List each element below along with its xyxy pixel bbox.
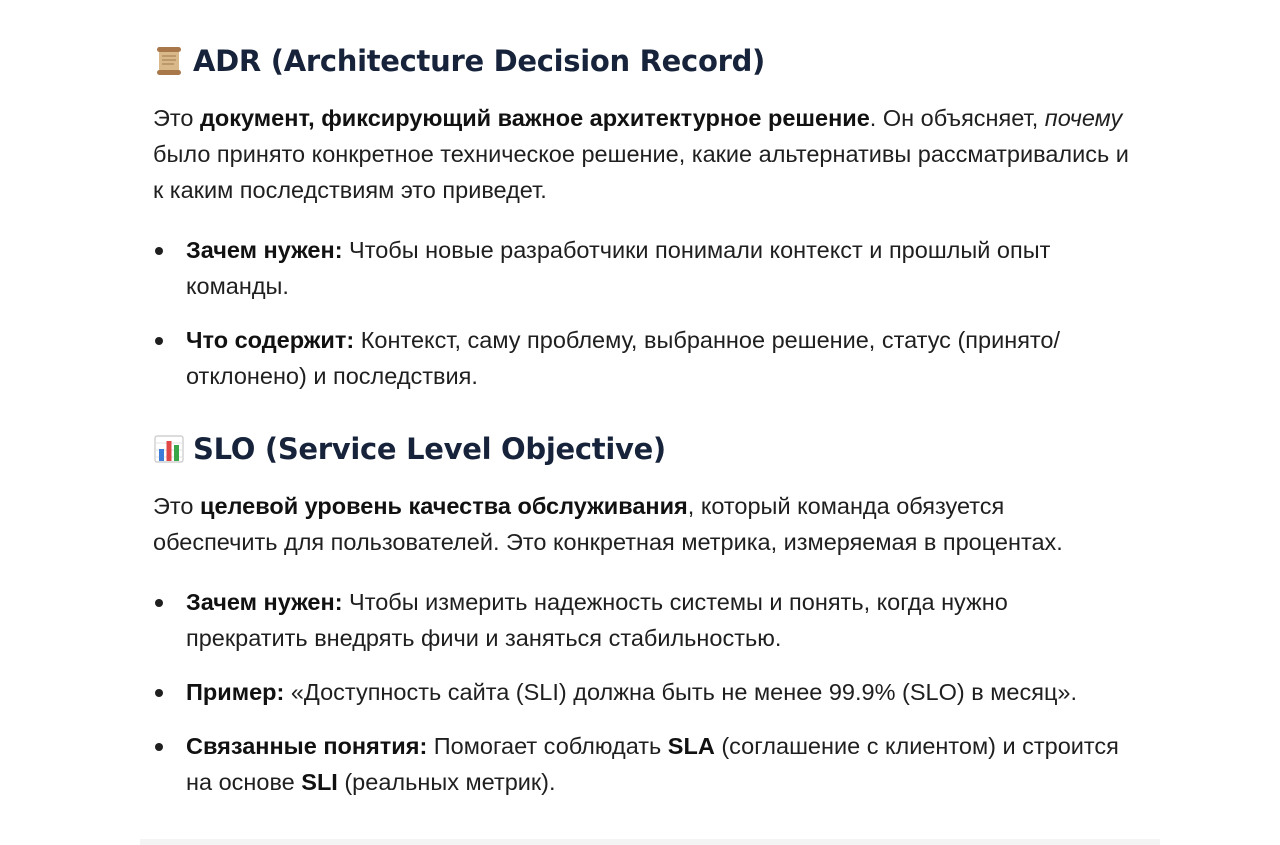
bar-chart-icon: [153, 433, 185, 465]
term-sli: SLI: [301, 769, 338, 795]
bullet-label: Пример:: [186, 679, 285, 705]
intro-bold: целевой уровень качества обслуживания: [200, 493, 688, 519]
bullet-text: Чтобы измерить надежность системы и понять, когда нужно прекратить внедрять фичи и заняться стабильностью.: [186, 589, 1008, 651]
section-title-text: SLO (Service Level Objective): [193, 432, 666, 466]
section-intro-adr: [153, 100, 1133, 208]
bullet-list-adr: [153, 232, 1133, 394]
bullet-text: (реальных метрик).: [337, 769, 556, 795]
bullet-label: Зачем нужен:: [186, 237, 343, 263]
intro-text: Это: [153, 105, 200, 131]
section-intro-slo: [153, 488, 1133, 560]
bullet-label: Зачем нужен:: [186, 589, 343, 615]
intro-text: , который команда обязуется обеспечить для пользователей. Это конкретная метрика, измеряемая в процентах.: [153, 493, 1063, 555]
list-item: [153, 322, 1133, 394]
intro-text: . Он объясняет,: [869, 105, 1045, 131]
bullet-text: (соглашение с клиентом) и строится на основе: [186, 733, 1119, 795]
bullet-label: Связанные понятия:: [186, 733, 428, 759]
section-heading-adr: [153, 36, 1133, 86]
list-item: [153, 584, 1133, 656]
bullet-text: Чтобы новые разработчики понимали контекст и прошлый опыт команды.: [186, 237, 1051, 299]
list-item: [153, 728, 1133, 800]
section-title-text: ADR (Architecture Decision Record): [193, 44, 765, 78]
bullet-text: Контекст, саму проблему, выбранное решение, статус (принято/отклонено) и последствия.: [186, 327, 1061, 389]
section-heading-slo: [153, 424, 1133, 474]
bullet-list-slo: [153, 584, 1133, 800]
term-sla: SLA: [667, 733, 715, 759]
intro-bold: документ, фиксирующий важное архитектурное решение: [200, 105, 870, 131]
intro-text: Это: [153, 493, 200, 519]
list-item: [153, 232, 1133, 304]
intro-italic: почему: [1044, 105, 1123, 131]
scroll-icon: [153, 45, 185, 77]
section-slo: [153, 424, 1133, 800]
bullet-label: Что содержит:: [186, 327, 355, 353]
bullet-text: Помогает соблюдать: [427, 733, 668, 759]
list-item: [153, 674, 1133, 710]
intro-text: было принято конкретное техническое решение, какие альтернативы рассматривались и к каким последствиям это приведет.: [153, 141, 1129, 203]
page-bottom-edge: [140, 839, 1160, 845]
bullet-text: «Доступность сайта (SLI) должна быть не менее 99.9% (SLO) в месяц».: [284, 679, 1078, 705]
document-content: [153, 36, 1133, 818]
section-adr: [153, 36, 1133, 394]
